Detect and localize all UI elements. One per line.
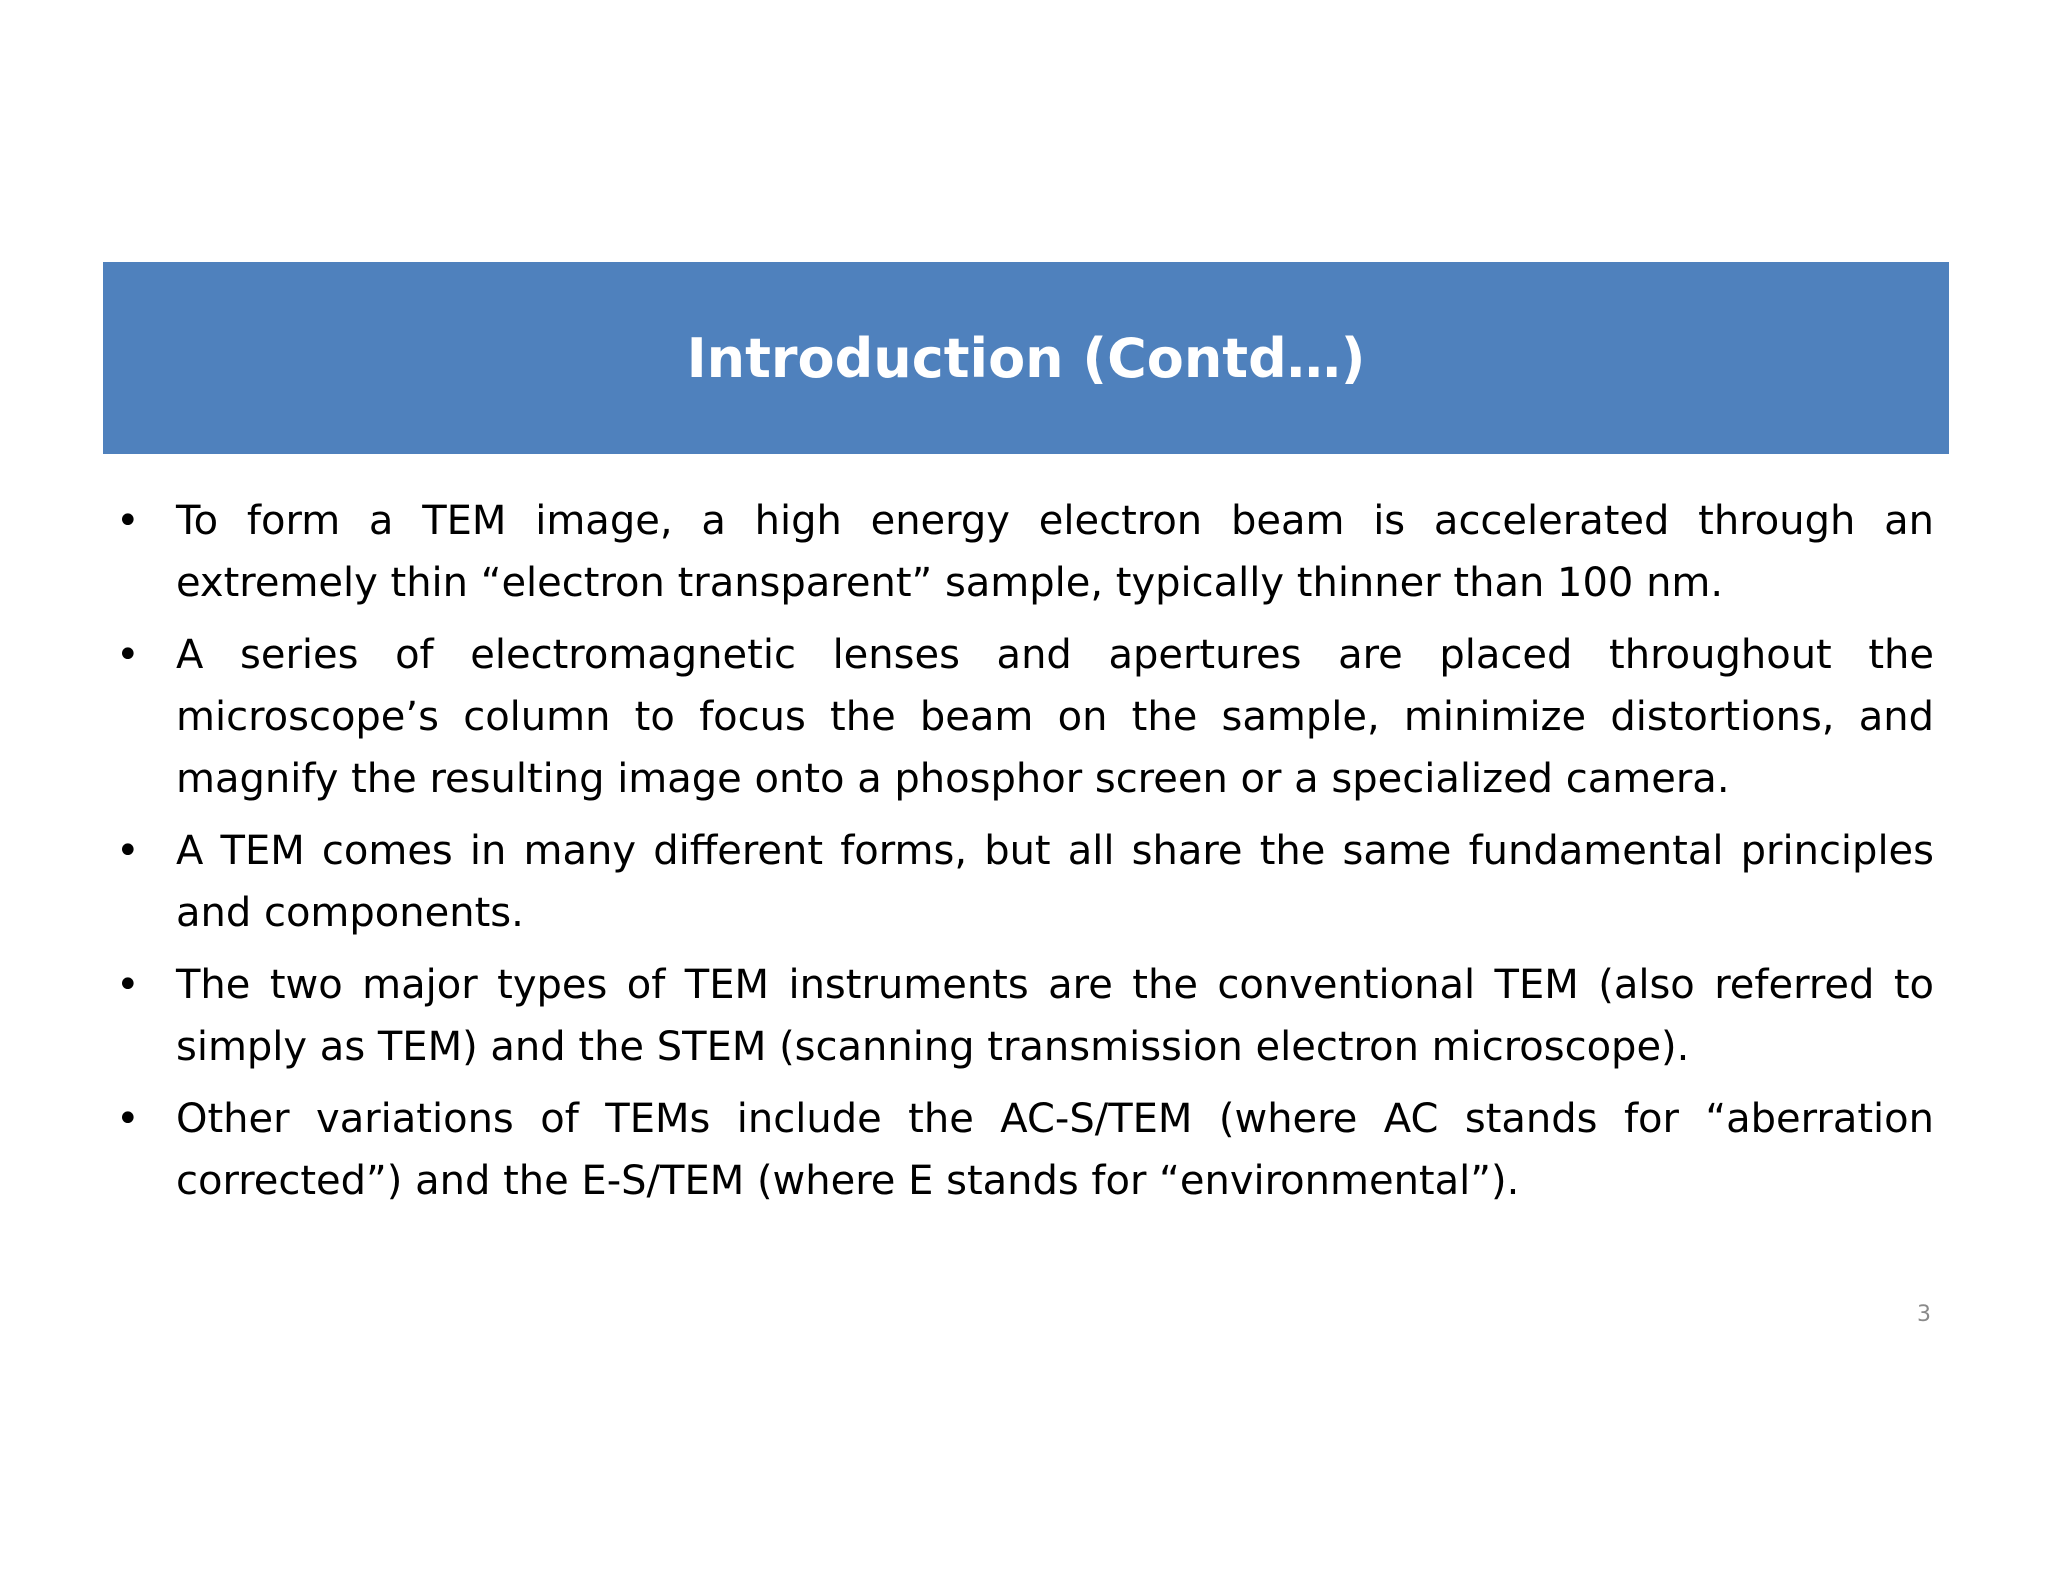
bullet-icon: •	[116, 632, 140, 678]
page-number: 3	[1917, 1302, 1931, 1327]
bullet-item	[112, 1088, 1934, 1212]
bullet-item	[112, 624, 1934, 810]
bullet-text: A series of electromagnetic lenses and apertures are placed throughout the microscope’s column to focus the beam on the sample, minimize distortions, and magnify the resulting image onto a phosphor screen or a specialized camera.	[176, 632, 1934, 802]
bullet-item	[112, 954, 1934, 1078]
bullet-text: The two major types of TEM instruments are the conventional TEM (also referred to simply as TEM) and the STEM (scanning transmission electron microscope).	[176, 962, 1934, 1070]
bullet-icon: •	[116, 828, 140, 874]
bullet-icon: •	[116, 498, 140, 544]
bullet-list	[112, 490, 1934, 1222]
bullet-text: To form a TEM image, a high energy electron beam is accelerated through an extremely thin “electron transparent” sample, typically thinner than 100 nm.	[176, 498, 1934, 606]
bullet-text: A TEM comes in many different forms, but all share the same fundamental principles and components.	[176, 828, 1934, 936]
slide-title: Introduction (Contd…)	[686, 326, 1366, 390]
bullet-text: Other variations of TEMs include the AC-S/TEM (where AC stands for “aberration corrected”) and the E-S/TEM (where E stands for “environmental”).	[176, 1096, 1934, 1204]
title-banner	[103, 262, 1949, 454]
bullet-icon: •	[116, 1096, 140, 1142]
bullet-icon: •	[116, 962, 140, 1008]
bullet-item	[112, 820, 1934, 944]
bullet-item	[112, 490, 1934, 614]
